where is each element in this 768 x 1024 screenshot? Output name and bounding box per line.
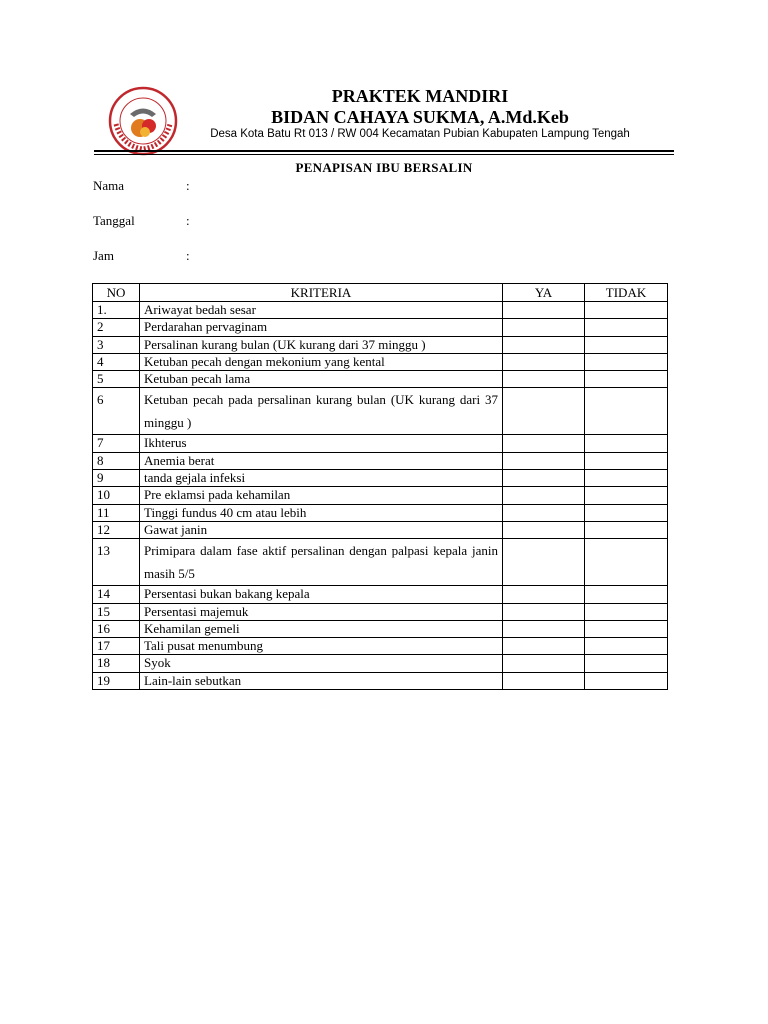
checkbox-tidak[interactable] xyxy=(585,521,668,538)
row-no: 2 xyxy=(93,319,140,336)
row-kriteria: Tali pusat menumbung xyxy=(140,638,503,655)
row-kriteria: Lain-lain sebutkan xyxy=(140,672,503,689)
table-row xyxy=(93,470,668,487)
checkbox-tidak[interactable] xyxy=(585,586,668,603)
checkbox-ya[interactable] xyxy=(503,586,585,603)
row-kriteria: Persalinan kurang bulan (UK kurang dari 37 minggu ) xyxy=(140,336,503,353)
row-no: 4 xyxy=(93,353,140,370)
field-label: Jam xyxy=(93,248,114,263)
checkbox-ya[interactable] xyxy=(503,371,585,388)
checkbox-ya[interactable] xyxy=(503,655,585,672)
checkbox-ya[interactable] xyxy=(503,603,585,620)
checkbox-tidak[interactable] xyxy=(585,603,668,620)
checkbox-tidak[interactable] xyxy=(585,319,668,336)
checkbox-tidak[interactable] xyxy=(585,435,668,452)
row-kriteria: Syok xyxy=(140,655,503,672)
row-kriteria: Ariwayat bedah sesar xyxy=(140,302,503,319)
clinic-address: Desa Kota Batu Rt 013 / RW 004 Kecamatan Pubian Kabupaten Lampung Tengah xyxy=(210,128,630,140)
table-row xyxy=(93,638,668,655)
header-rule-thin xyxy=(94,154,674,155)
row-kriteria: Gawat janin xyxy=(140,521,503,538)
ibi-logo xyxy=(108,86,178,156)
table-row xyxy=(93,452,668,469)
header-ya: YA xyxy=(503,284,585,302)
table-row xyxy=(93,586,668,603)
table-row xyxy=(93,672,668,689)
checkbox-ya[interactable] xyxy=(503,620,585,637)
field-colon: : xyxy=(186,248,190,263)
row-no: 8 xyxy=(93,452,140,469)
row-kriteria: Persentasi majemuk xyxy=(140,603,503,620)
field-label: Nama xyxy=(93,178,125,193)
header-tidak: TIDAK xyxy=(585,284,668,302)
table-row xyxy=(93,655,668,672)
table-row xyxy=(93,521,668,538)
table-row xyxy=(93,319,668,336)
table-body xyxy=(93,302,668,690)
row-kriteria: Ikhterus xyxy=(140,435,503,452)
checkbox-ya[interactable] xyxy=(503,672,585,689)
checkbox-ya[interactable] xyxy=(503,470,585,487)
row-no: 16 xyxy=(93,620,140,637)
row-no: 15 xyxy=(93,603,140,620)
checkbox-ya[interactable] xyxy=(503,336,585,353)
table-row xyxy=(93,353,668,370)
checkbox-tidak[interactable] xyxy=(585,353,668,370)
checkbox-ya[interactable] xyxy=(503,487,585,504)
row-kriteria: tanda gejala infeksi xyxy=(140,470,503,487)
table-row xyxy=(93,504,668,521)
checkbox-ya[interactable] xyxy=(503,353,585,370)
table-row xyxy=(93,603,668,620)
checkbox-ya[interactable] xyxy=(503,521,585,538)
row-no: 11 xyxy=(93,504,140,521)
checkbox-tidak[interactable] xyxy=(585,302,668,319)
row-kriteria: Pre eklamsi pada kehamilan xyxy=(140,487,503,504)
row-kriteria: Ketuban pecah dengan mekonium yang kental xyxy=(140,353,503,370)
checkbox-tidak[interactable] xyxy=(585,655,668,672)
checkbox-tidak[interactable] xyxy=(585,672,668,689)
checkbox-ya[interactable] xyxy=(503,539,585,586)
header-no: NO xyxy=(93,284,140,302)
row-kriteria: Perdarahan pervaginam xyxy=(140,319,503,336)
row-no: 7 xyxy=(93,435,140,452)
checkbox-tidak[interactable] xyxy=(585,620,668,637)
table-row xyxy=(93,371,668,388)
field-nama xyxy=(93,178,190,194)
row-kriteria: Kehamilan gemeli xyxy=(140,620,503,637)
field-tanggal xyxy=(93,213,190,229)
row-kriteria: Tinggi fundus 40 cm atau lebih xyxy=(140,504,503,521)
checkbox-tidak[interactable] xyxy=(585,638,668,655)
table-row xyxy=(93,435,668,452)
row-kriteria: Persentasi bukan bakang kepala xyxy=(140,586,503,603)
table-row xyxy=(93,302,668,319)
field-jam xyxy=(93,248,190,264)
checkbox-ya[interactable] xyxy=(503,388,585,435)
checkbox-ya[interactable] xyxy=(503,319,585,336)
field-label: Tanggal xyxy=(93,213,135,228)
field-colon: : xyxy=(186,178,190,193)
table-row xyxy=(93,539,668,586)
row-no: 1. xyxy=(93,302,140,319)
checkbox-ya[interactable] xyxy=(503,452,585,469)
table-row xyxy=(93,388,668,435)
checkbox-tidak[interactable] xyxy=(585,487,668,504)
table-row xyxy=(93,620,668,637)
checkbox-tidak[interactable] xyxy=(585,504,668,521)
checkbox-tidak[interactable] xyxy=(585,388,668,435)
row-no: 17 xyxy=(93,638,140,655)
checkbox-tidak[interactable] xyxy=(585,470,668,487)
row-no: 18 xyxy=(93,655,140,672)
row-no: 6 xyxy=(93,388,140,435)
row-kriteria: Ketuban pecah lama xyxy=(140,371,503,388)
checkbox-ya[interactable] xyxy=(503,638,585,655)
clinic-name-line2: BIDAN CAHAYA SUKMA, A.Md.Keb xyxy=(271,107,569,127)
row-no: 19 xyxy=(93,672,140,689)
row-no: 12 xyxy=(93,521,140,538)
row-no: 13 xyxy=(93,539,140,586)
row-kriteria: Ketuban pecah pada persalinan kurang bulan (UK kurang dari 37 minggu ) xyxy=(140,388,503,435)
checkbox-ya[interactable] xyxy=(503,435,585,452)
row-no: 5 xyxy=(93,371,140,388)
table-row xyxy=(93,336,668,353)
checkbox-ya[interactable] xyxy=(503,504,585,521)
checkbox-ya[interactable] xyxy=(503,302,585,319)
criteria-table xyxy=(92,283,668,690)
table-header-row xyxy=(93,284,668,302)
checkbox-tidak[interactable] xyxy=(585,336,668,353)
checkbox-tidak[interactable] xyxy=(585,539,668,586)
field-colon: : xyxy=(186,213,190,228)
row-kriteria: Primipara dalam fase aktif persalinan dengan palpasi kepala janin masih 5/5 xyxy=(140,539,503,586)
checkbox-tidak[interactable] xyxy=(585,452,668,469)
row-no: 3 xyxy=(93,336,140,353)
document-title: PENAPISAN IBU BERSALIN xyxy=(295,160,473,175)
row-no: 14 xyxy=(93,586,140,603)
row-no: 10 xyxy=(93,487,140,504)
checkbox-tidak[interactable] xyxy=(585,371,668,388)
header-rule-thick xyxy=(94,150,674,152)
row-kriteria: Anemia berat xyxy=(140,452,503,469)
table-row xyxy=(93,487,668,504)
clinic-name-line1: PRAKTEK MANDIRI xyxy=(331,86,509,106)
header-kriteria: KRITERIA xyxy=(140,284,503,302)
row-no: 9 xyxy=(93,470,140,487)
